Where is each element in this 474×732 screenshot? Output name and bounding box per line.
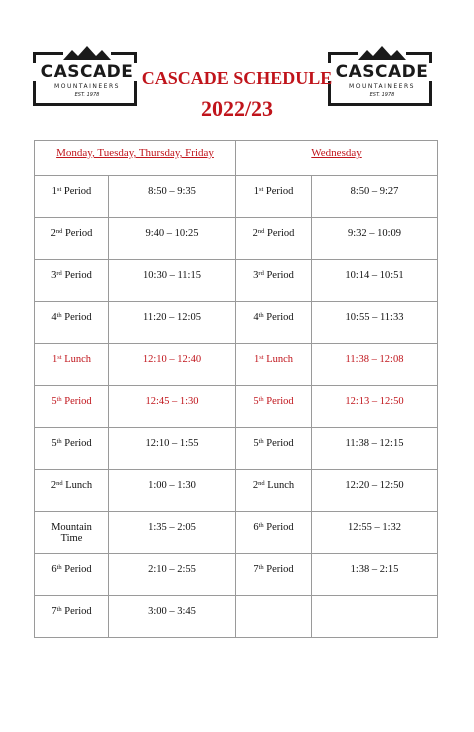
- logo-wordmark: CASCADE: [33, 63, 141, 81]
- period-name: Period: [61, 438, 92, 449]
- ordinal-suffix: th: [56, 564, 62, 571]
- table-row: [35, 554, 438, 596]
- mountain-peaks-icon: [63, 46, 111, 60]
- ordinal-suffix: th: [258, 312, 264, 319]
- period-name: Lunch: [263, 354, 294, 365]
- mountain-peaks-icon: [358, 46, 406, 60]
- schedule-table: [34, 140, 438, 638]
- period-number: 6: [51, 564, 57, 575]
- logo-established: EST. 1978: [74, 92, 100, 98]
- period-label-wed: [236, 428, 312, 470]
- period-number: 5: [253, 396, 259, 407]
- time-range-mttf: 10:30 – 11:15: [109, 260, 236, 302]
- period-number: 2: [252, 228, 258, 239]
- schedule-rows: [35, 176, 438, 638]
- period-name: Lunch: [61, 354, 92, 365]
- period-name: Period: [61, 564, 92, 575]
- period-label-mttf: [35, 512, 109, 554]
- period-label-wed: [236, 512, 312, 554]
- period-number: 4: [51, 312, 57, 323]
- period-number: 2: [50, 228, 56, 239]
- time-range-mttf: 11:20 – 12:05: [109, 302, 236, 344]
- ordinal-suffix: th: [56, 438, 62, 445]
- period-name: Period: [263, 186, 294, 197]
- period-label-wed: [236, 386, 312, 428]
- header-wednesday: Wednesday: [236, 141, 438, 176]
- period-name: Period: [263, 564, 294, 575]
- period-number: 5: [51, 438, 57, 449]
- period-number: 7: [253, 564, 259, 575]
- time-range-wed: 11:38 – 12:08: [312, 344, 438, 386]
- table-row: [35, 596, 438, 638]
- period-label-mttf: [35, 176, 109, 218]
- time-range-mttf: 9:40 – 10:25: [109, 218, 236, 260]
- time-range-wed: 12:55 – 1:32: [312, 512, 438, 554]
- period-label-mttf: [35, 386, 109, 428]
- table-row: [35, 302, 438, 344]
- period-name: Period: [263, 312, 294, 323]
- period-name: Mountain Time: [51, 522, 95, 544]
- ordinal-suffix: rd: [258, 270, 264, 277]
- ordinal-suffix: nd: [257, 228, 265, 235]
- period-label-mttf: [35, 470, 109, 512]
- time-range-mttf: 12:10 – 1:55: [109, 428, 236, 470]
- time-range-wed: [312, 596, 438, 638]
- period-name: Period: [61, 396, 92, 407]
- period-label-wed: [236, 596, 312, 638]
- period-number: 2: [50, 480, 57, 491]
- ordinal-suffix: rd: [56, 270, 62, 277]
- time-range-mttf: 12:45 – 1:30: [109, 386, 236, 428]
- period-label-mttf: [35, 302, 109, 344]
- logo-subtitle: MOUNTAINEERS: [349, 83, 415, 90]
- page-title: CASCADE SCHEDULE: [141, 68, 333, 88]
- period-number: 3: [51, 270, 57, 281]
- period-number: 5: [51, 396, 57, 407]
- period-name: Period: [263, 396, 294, 407]
- period-name: Period: [263, 270, 294, 281]
- period-label-mttf: [35, 344, 109, 386]
- period-label-mttf: [35, 428, 109, 470]
- period-number: 7: [51, 606, 57, 617]
- ordinal-suffix: th: [258, 396, 264, 403]
- time-range-mttf: 1:00 – 1:30: [109, 470, 236, 512]
- period-number: 3: [253, 270, 259, 281]
- time-range-wed: 12:20 – 12:50: [312, 470, 438, 512]
- period-label-mttf: [35, 596, 109, 638]
- time-range-wed: 12:13 – 12:50: [312, 386, 438, 428]
- period-label-wed: [236, 176, 312, 218]
- table-row: [35, 344, 438, 386]
- time-range-wed: 10:14 – 10:51: [312, 260, 438, 302]
- period-number: 1: [51, 354, 58, 365]
- period-name: Period: [263, 438, 294, 449]
- ordinal-suffix: th: [258, 564, 264, 571]
- period-number: 1: [253, 186, 259, 197]
- time-range-mttf: 2:10 – 2:55: [109, 554, 236, 596]
- period-label-wed: [236, 344, 312, 386]
- ordinal-suffix: nd: [55, 228, 63, 235]
- period-name: Lunch: [62, 480, 93, 491]
- time-range-wed: 11:38 – 12:15: [312, 428, 438, 470]
- time-range-mttf: 8:50 – 9:35: [109, 176, 236, 218]
- period-label-wed: [236, 302, 312, 344]
- table-row: [35, 428, 438, 470]
- ordinal-suffix: th: [258, 438, 264, 445]
- period-label-wed: [236, 260, 312, 302]
- ordinal-suffix: st: [56, 186, 62, 193]
- ordinal-suffix: nd: [56, 480, 63, 487]
- period-name: Period: [62, 228, 93, 239]
- time-range-mttf: 3:00 – 3:45: [109, 596, 236, 638]
- period-label-mttf: [35, 554, 109, 596]
- period-number: 4: [253, 312, 259, 323]
- period-name: Period: [61, 312, 92, 323]
- time-range-wed: 10:55 – 11:33: [312, 302, 438, 344]
- period-number: 1: [253, 354, 260, 365]
- ordinal-suffix: st: [259, 354, 264, 361]
- period-label-wed: [236, 554, 312, 596]
- ordinal-suffix: st: [258, 186, 264, 193]
- table-row: [35, 176, 438, 218]
- period-name: Period: [263, 522, 294, 533]
- school-year: 2022/23: [200, 96, 274, 121]
- period-name: Lunch: [264, 480, 295, 491]
- time-range-wed: 9:32 – 10:09: [312, 218, 438, 260]
- period-label-mttf: [35, 218, 109, 260]
- period-label-wed: [236, 218, 312, 260]
- logo-established: EST. 1978: [369, 92, 395, 98]
- table-row: [35, 260, 438, 302]
- time-range-mttf: 12:10 – 12:40: [109, 344, 236, 386]
- header-mon-tue-thu-fri: Monday, Tuesday, Thursday, Friday: [35, 141, 236, 176]
- period-label-wed: [236, 470, 312, 512]
- table-row: [35, 512, 438, 554]
- ordinal-suffix: th: [56, 396, 62, 403]
- period-name: Period: [264, 228, 295, 239]
- table-row: [35, 386, 438, 428]
- period-name: Period: [61, 186, 92, 197]
- table-header-row: [35, 141, 438, 176]
- time-range-wed: 8:50 – 9:27: [312, 176, 438, 218]
- period-number: 6: [253, 522, 259, 533]
- table-row: [35, 218, 438, 260]
- ordinal-suffix: th: [56, 606, 62, 613]
- period-number: 2: [252, 480, 259, 491]
- logo-subtitle: MOUNTAINEERS: [54, 83, 120, 90]
- ordinal-suffix: st: [57, 354, 62, 361]
- logo-wordmark: CASCADE: [328, 63, 436, 81]
- ordinal-suffix: nd: [258, 480, 265, 487]
- ordinal-suffix: th: [258, 522, 264, 529]
- time-range-wed: 1:38 – 2:15: [312, 554, 438, 596]
- period-name: Period: [61, 606, 92, 617]
- period-label-mttf: [35, 260, 109, 302]
- period-number: 1: [51, 186, 57, 197]
- period-name: Period: [61, 270, 92, 281]
- ordinal-suffix: th: [56, 312, 62, 319]
- period-number: 5: [253, 438, 259, 449]
- time-range-mttf: 1:35 – 2:05: [109, 512, 236, 554]
- table-row: [35, 470, 438, 512]
